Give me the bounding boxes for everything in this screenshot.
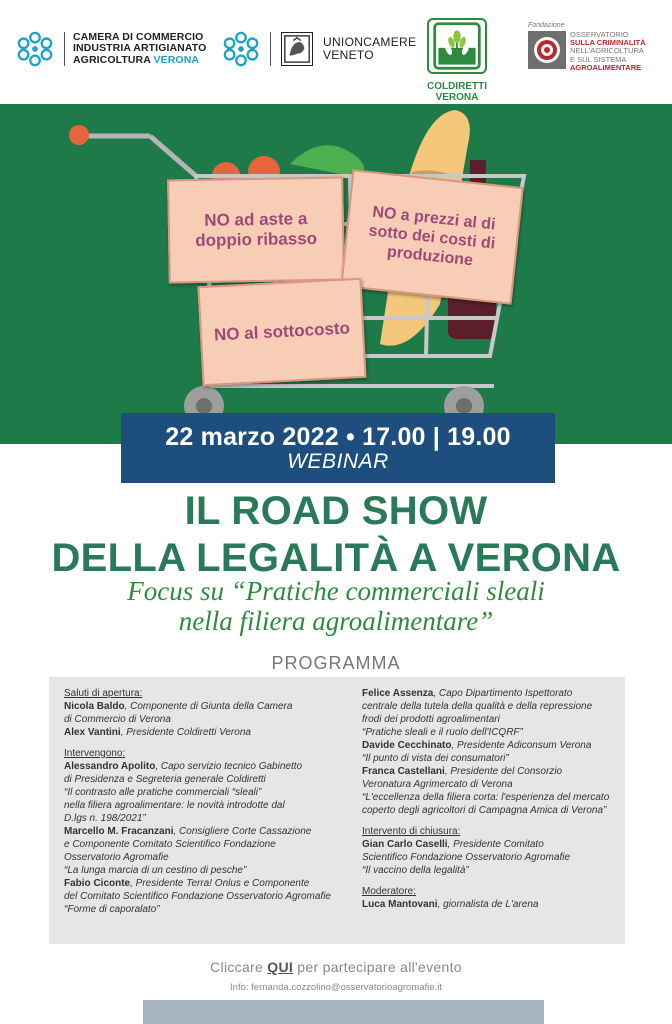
flower-icon <box>222 30 260 68</box>
osservatorio-row <box>528 31 668 72</box>
talk-title: coperto degli agricoltori di Campagna Amica di Verona” <box>362 805 607 816</box>
speaker-role: di Presidenza e Segreteria generale Coldiretti <box>64 774 266 785</box>
speaker-role: centrale della tutela della qualità e della repressione <box>362 701 593 712</box>
wheat-icon <box>427 18 487 74</box>
protest-sign-aste: NO ad aste a doppio ribasso <box>167 176 345 283</box>
event-title-line1: IL ROAD SHOW <box>184 489 488 533</box>
oss-line: E SUL SISTEMA <box>570 54 627 64</box>
participate-cta <box>0 959 672 975</box>
talk-title: D.lgs n. 198/2021” <box>64 813 146 824</box>
oss-line: SULLA CRIMINALITÀ <box>570 38 646 48</box>
event-title-line2: DELLA LEGALITÀ A VERONA <box>51 536 621 580</box>
speaker-name: Nicola Baldo <box>64 701 125 712</box>
speaker-name: Gian Carlo Caselli <box>362 839 448 850</box>
oss-line: OSSERVATORIO <box>570 30 629 39</box>
speaker <box>362 687 624 700</box>
protest-sign-prezzi: NO a prezzi al di sotto dei costi di produzione <box>340 169 523 304</box>
speaker <box>64 760 354 773</box>
protest-sign-sottocosto: NO al sottocosto <box>197 278 366 386</box>
cciaa-line: CAMERA DI COMMERCIO <box>73 30 204 43</box>
union-line: UNIONCAMERE <box>323 35 417 49</box>
talk-title: “Il punto di vista dei consumatori” <box>362 753 509 764</box>
coldiretti-name <box>426 81 488 103</box>
talk-title: “La lunga marcia di un cestino di pesche” <box>64 865 247 876</box>
coldiretti-line: VERONA <box>435 92 479 103</box>
speaker-name: Fabio Ciconte <box>64 878 131 889</box>
lion-of-venice-icon <box>281 32 313 66</box>
speaker-role: , giornalista de L'arena <box>437 899 539 910</box>
speaker-role: , Capo servizio tecnico Gabinetto <box>155 761 303 772</box>
union-line: VENETO <box>323 48 374 62</box>
subtitle-line: Focus su “Pratiche commerciali sleali <box>127 576 545 606</box>
speaker-name: Alessandro Apolito <box>64 761 156 772</box>
unioncamere-name <box>323 36 416 62</box>
program-box <box>49 677 625 944</box>
speaker-role: del Comitato Scientifico Fondazione Osservatorio Agromafie <box>64 891 331 902</box>
participate-link[interactable]: QUI <box>267 959 294 975</box>
talk-title: “Il vaccino della legalità” <box>362 865 469 876</box>
flower-icon <box>16 30 54 68</box>
section-heading: Intervento di chiusura: <box>362 826 461 837</box>
programma-heading: PROGRAMMA <box>271 653 401 673</box>
osservatorio-label: Fondazione <box>528 22 565 29</box>
bottom-bar <box>143 1000 544 1024</box>
logo-divider <box>270 32 271 66</box>
talk-title: nella filiera agroalimentare: le novità introdotte dal <box>64 800 285 811</box>
logo-osservatorio <box>528 22 668 72</box>
oss-line: NELL'AGRICOLTURA <box>570 46 644 56</box>
cciaa-line3-a: AGRICOLTURA <box>73 53 154 66</box>
speaker <box>362 838 624 851</box>
speaker <box>362 739 624 752</box>
speaker-name: Davide Cecchinato <box>362 740 452 751</box>
cciaa-line: INDUSTRIA ARTIGIANATO <box>73 42 207 55</box>
speaker-role: , Presidente del Consorzio <box>444 766 563 777</box>
speaker-role: , Presidente Adiconsum Verona <box>451 740 592 751</box>
speaker-role: di Commercio di Verona <box>64 714 171 725</box>
cciaa-line <box>73 55 206 67</box>
program-column-right <box>362 687 624 911</box>
speaker-role: Osservatorio Agromafie <box>64 852 169 863</box>
section-heading: Saluti di apertura: <box>64 688 143 699</box>
speaker <box>64 877 354 890</box>
cciaa-name <box>73 32 206 67</box>
speaker <box>64 825 354 838</box>
logo-coldiretti <box>426 18 488 103</box>
speaker-name: Felice Assenza <box>362 688 434 699</box>
event-format: WEBINAR <box>287 450 389 473</box>
hero-banner <box>0 104 672 444</box>
speaker-role: e Componente Comitato Scientifico Fondazione <box>64 839 276 850</box>
event-subtitle <box>0 576 672 636</box>
speaker-role: frodi dei prodotti agroalimentari <box>362 714 500 725</box>
event-date-band <box>121 413 555 483</box>
speaker-name: Marcello M. Fracanzani <box>64 826 174 837</box>
subtitle-line: nella filiera agroalimentare” <box>178 606 494 636</box>
speaker-name: Luca Mantovani <box>362 899 438 910</box>
info-email[interactable]: Info: fernanda.cozzolino@osservatorioagromafie.it <box>230 982 442 993</box>
cciaa-city: VERONA <box>153 53 200 66</box>
section-heading: Intervengono: <box>64 748 126 759</box>
program-column-left <box>64 687 354 916</box>
speaker-name: Franca Castellani <box>362 766 445 777</box>
speaker-role: , Presidente Comitato <box>447 839 544 850</box>
logo-unioncamere <box>222 30 416 68</box>
event-date: 22 marzo 2022 • 17.00 | 19.00 <box>165 423 511 451</box>
speaker <box>64 726 354 739</box>
speaker-role: Scientifico Fondazione Osservatorio Agromafie <box>362 852 571 863</box>
speaker <box>64 700 354 713</box>
coldiretti-line: COLDIRETTI <box>427 81 487 92</box>
speaker <box>362 765 624 778</box>
section-heading: Moderatore: <box>362 886 416 897</box>
talk-title: “L'eccellenza della filiera corta: l'esperienza del mercato <box>362 792 610 803</box>
talk-title: “Il contrasto alle pratiche commerciali “sleali” <box>64 787 262 798</box>
cart-handle-knob <box>69 125 89 145</box>
target-icon <box>528 31 566 69</box>
cta-text: per partecipare all'evento <box>293 959 462 975</box>
speaker-role: , Presidente Terra! Onlus e Componente <box>130 878 310 889</box>
speaker-role: , Consigliere Corte Cassazione <box>173 826 312 837</box>
logo-camera-di-commercio <box>16 30 206 68</box>
oss-line: AGROALIMENTARE <box>570 62 642 72</box>
speaker-role: , Capo Dipartimento Ispettorato <box>433 688 573 699</box>
speaker <box>362 898 624 911</box>
logo-divider <box>64 32 65 66</box>
speaker-role: Veronatura Agrimercato di Verona <box>362 779 513 790</box>
talk-title: “Forme di caporalato” <box>64 904 160 915</box>
speaker-role: , Componente di Giunta della Camera <box>124 701 293 712</box>
speaker-name: Alex Vantini <box>64 727 121 738</box>
speaker-role: , Presidente Coldiretti Verona <box>120 727 251 738</box>
header-logos <box>0 0 672 104</box>
osservatorio-name <box>570 31 646 72</box>
talk-title: “Pratiche sleali e il ruolo dell'ICQRF” <box>362 727 523 738</box>
cta-text: Cliccare <box>210 959 268 975</box>
